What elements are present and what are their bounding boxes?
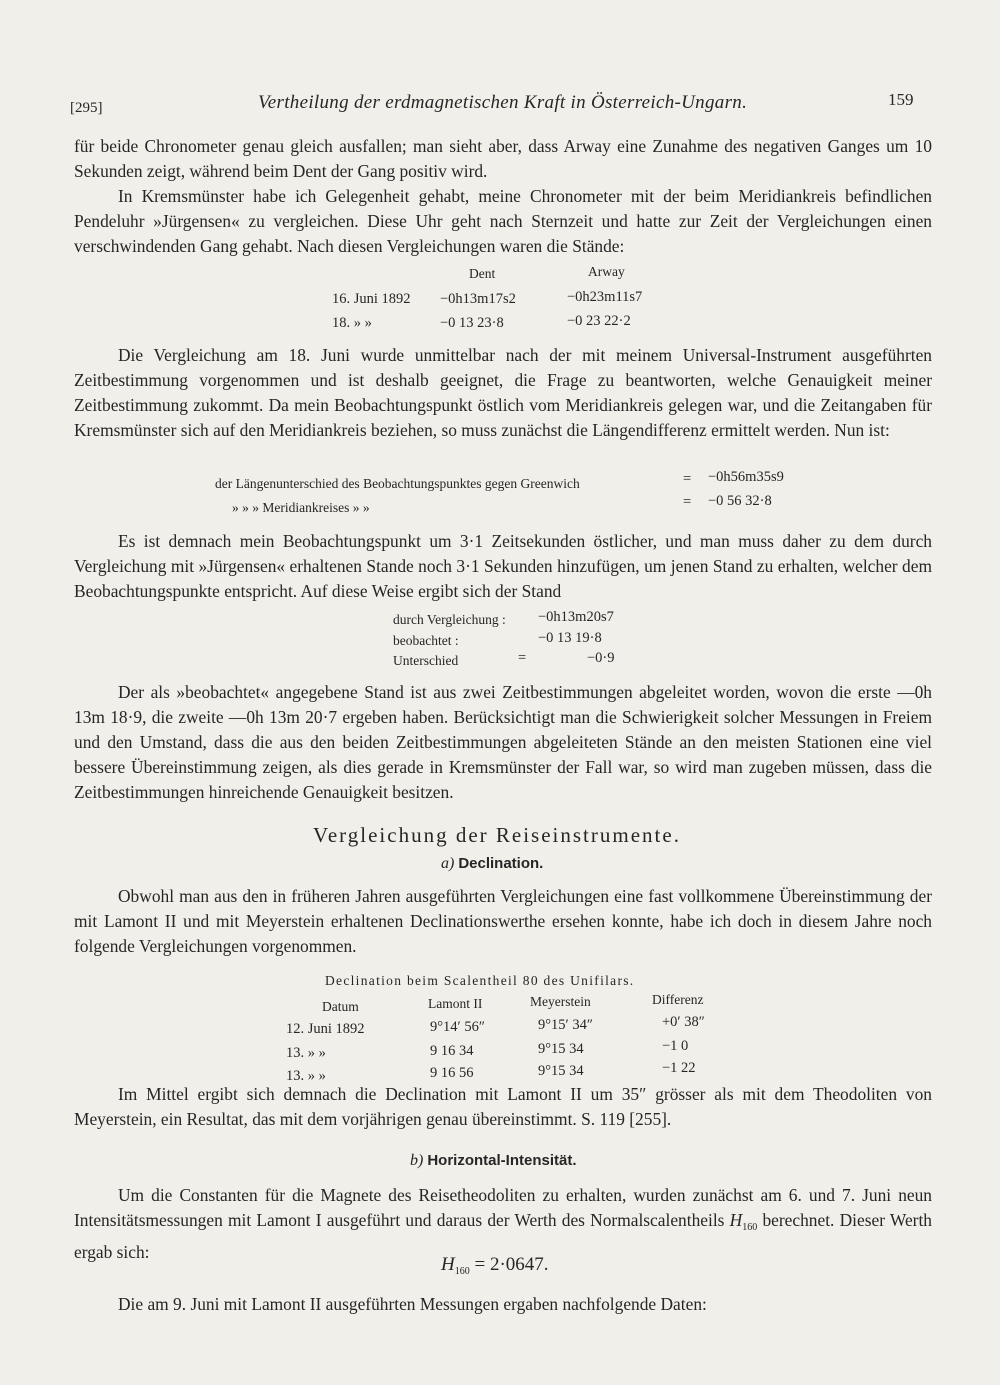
table-cell: 9 16 56 <box>430 1065 474 1081</box>
subsection-letter: b) <box>410 1152 424 1169</box>
table-cell: −1 0 <box>662 1038 689 1054</box>
stand-value: −0·9 <box>587 650 615 666</box>
diff-value: −0 56 32·8 <box>708 493 772 509</box>
table-cell: 9 16 34 <box>430 1043 474 1059</box>
table-cell: +0′ 38″ <box>662 1014 705 1030</box>
section-heading: Vergleichung der Reiseinstrumente. <box>313 823 681 847</box>
formula-symbol: H <box>441 1254 455 1275</box>
formula-h160 <box>441 1254 549 1277</box>
symbol-subscript: 160 <box>742 1222 758 1233</box>
diff-equals: = <box>683 471 692 487</box>
col-header-datum: Datum <box>322 999 359 1014</box>
table-row-arway: −0h23m11s7 <box>567 289 643 305</box>
stand-value: −0 13 19·8 <box>538 630 602 646</box>
stand-value: −0h13m20s7 <box>538 609 614 625</box>
table-cell: 12. Juni 1892 <box>286 1021 365 1037</box>
table-cell: 13. » » <box>286 1068 326 1084</box>
paragraph-7: Im Mittel ergibt sich demnach die Declination mit Lamont II um 35″ grösser als mit dem Theodoliten von Meyerstein, ein Resultat, das mit dem vorjährigen genau übereinstimmt. S. 119 [255]. <box>74 1084 932 1129</box>
paragraph-3: Die Vergleichung am 18. Juni wurde unmittelbar nach der mit meinem Universal-Instrument ausgeführten Zeitbestimmung vorgenommen und ist deshalb geeignet, die Frage zu beantworten, welche Genauigkeit meiner Zeitbestimmung zukommt. Da mein Beobachtungspunkt östlich vom Meridiankreis gelegen war, und die Zeitangaben für Kremsmünster sich auf den Meridiankreis beziehen, so muss zunächst die Längendifferenz ermittelt werden. Nun ist: <box>74 345 932 440</box>
diff-label: der Längenunterschied des Beobachtungspunktes gegen Greenwich <box>215 476 580 491</box>
table-cell: 13. » » <box>286 1045 326 1061</box>
paragraph-8 <box>74 1183 932 1265</box>
col-header-lamont: Lamont II <box>428 996 483 1011</box>
table-cell: 9°14′ 56″ <box>430 1019 485 1035</box>
table-row-date: 18. » » <box>332 315 372 331</box>
table-row-dent: −0h13m17s2 <box>440 291 516 307</box>
table-row-dent: −0 13 23·8 <box>440 315 504 331</box>
stand-label: beobachtet : <box>393 633 459 648</box>
paragraph-text: Um die Constanten für die Magnete des Reisetheodoliten zu erhalten, wurden zunächst am 6. und 7. Juni neun Intensitätsmessungen mit Lamont I ausgeführt und daraus der Werth des Normalscalentheils <box>74 1185 932 1230</box>
formula-value: = 2·0647. <box>469 1254 549 1275</box>
subsection-title: Declination. <box>458 855 544 872</box>
table-cell: 9°15 34 <box>538 1063 584 1079</box>
paragraph-9: Die am 9. Juni mit Lamont II ausgeführten Messungen ergaben nachfolgende Daten: <box>118 1294 707 1314</box>
table-caption: Declination beim Scalentheil 80 des Unifilars. <box>325 973 635 988</box>
subsection-letter: a) <box>441 855 455 872</box>
symbol-h: H <box>729 1210 743 1230</box>
page-number: 159 <box>888 90 914 109</box>
running-title: Vertheilung der erdmagnetischen Kraft in Österreich-Ungarn. <box>258 92 748 113</box>
col-header-arway: Arway <box>588 264 625 279</box>
bracket-page-ref: [295] <box>70 100 103 116</box>
table-cell: −1 22 <box>662 1060 696 1076</box>
formula-subscript: 160 <box>454 1266 470 1277</box>
paragraph-text: berechnet. Dieser Werth ergab sich: <box>74 1210 932 1262</box>
subsection-title: Horizontal-Intensität. <box>427 1152 577 1169</box>
diff-equals: = <box>683 494 692 510</box>
stand-label: durch Vergleichung : <box>393 612 506 627</box>
paragraph-4: Es ist demnach mein Beobachtungspunkt um 3·1 Zeitsekunden östlicher, und man muss daher zu dem durch Vergleichung mit »Jürgensen« erhaltenen Stande noch 3·1 Sekunden hinzufügen, um jenen Stand zu erhalten, welcher dem Beobachtungspunkte entspricht. Auf diese Weise ergibt sich der Stand <box>74 531 932 601</box>
table-row-arway: −0 23 22·2 <box>567 313 631 329</box>
subsection-b <box>410 1152 577 1170</box>
diff-value: −0h56m35s9 <box>708 469 784 485</box>
paragraph-6: Obwohl man aus den in früheren Jahren ausgeführten Vergleichungen eine fast vollkommene Übereinstimmung der mit Lamont II und mit Meyerstein erhaltenen Declinationswerthe ersehen konnte, habe ich doch in diesem Jahre noch folgende Vergleichungen vorgenommen. <box>74 886 932 956</box>
col-header-meyerstein: Meyerstein <box>530 994 591 1009</box>
diff-label: » » » Meridiankreises » » <box>232 500 370 515</box>
stand-label: Unterschied <box>393 653 459 668</box>
table-row-date: 16. Juni 1892 <box>332 291 411 307</box>
paragraph-1: für beide Chronometer genau gleich ausfallen; man sieht aber, dass Arway eine Zunahme des negativen Ganges um 10 Sekunden zeigt, während beim Dent der Gang positiv wird. <box>74 136 932 181</box>
paragraph-2: In Kremsmünster habe ich Gelegenheit gehabt, meine Chronometer mit der beim Meridiankreis befindlichen Pendeluhr »Jürgensen« zu vergleichen. Diese Uhr geht nach Sternzeit und hatte zur Zeit der Vergleichungen einen verschwindenden Gang gehabt. Nach diesen Vergleichungen waren die Stände: <box>74 186 932 256</box>
table-cell: 9°15′ 34″ <box>538 1017 593 1033</box>
stand-equals: = <box>518 650 527 666</box>
paragraph-5: Der als »beobachtet« angegebene Stand ist aus zwei Zeitbestimmungen abgeleitet worden, wovon die erste —0h 13m 18·9, die zweite —0h 13m 20·7 ergeben haben. Berücksichtigt man die Schwierigkeit solcher Messungen in Freiem und den Umstand, dass die aus den beiden Zeitbestimmungen abgeleiteten Stände an den meisten Stationen eine viel bessere Übereinstimmung zeigen, als dies gerade in Kremsmünster der Fall war, so wird man zugeben müssen, dass die Zeitbestimmungen hinreichende Genauigkeit besitzen. <box>74 682 932 802</box>
table-cell: 9°15 34 <box>538 1041 584 1057</box>
subsection-a <box>441 855 543 873</box>
col-header-differenz: Differenz <box>652 992 704 1007</box>
col-header-dent: Dent <box>469 266 496 281</box>
